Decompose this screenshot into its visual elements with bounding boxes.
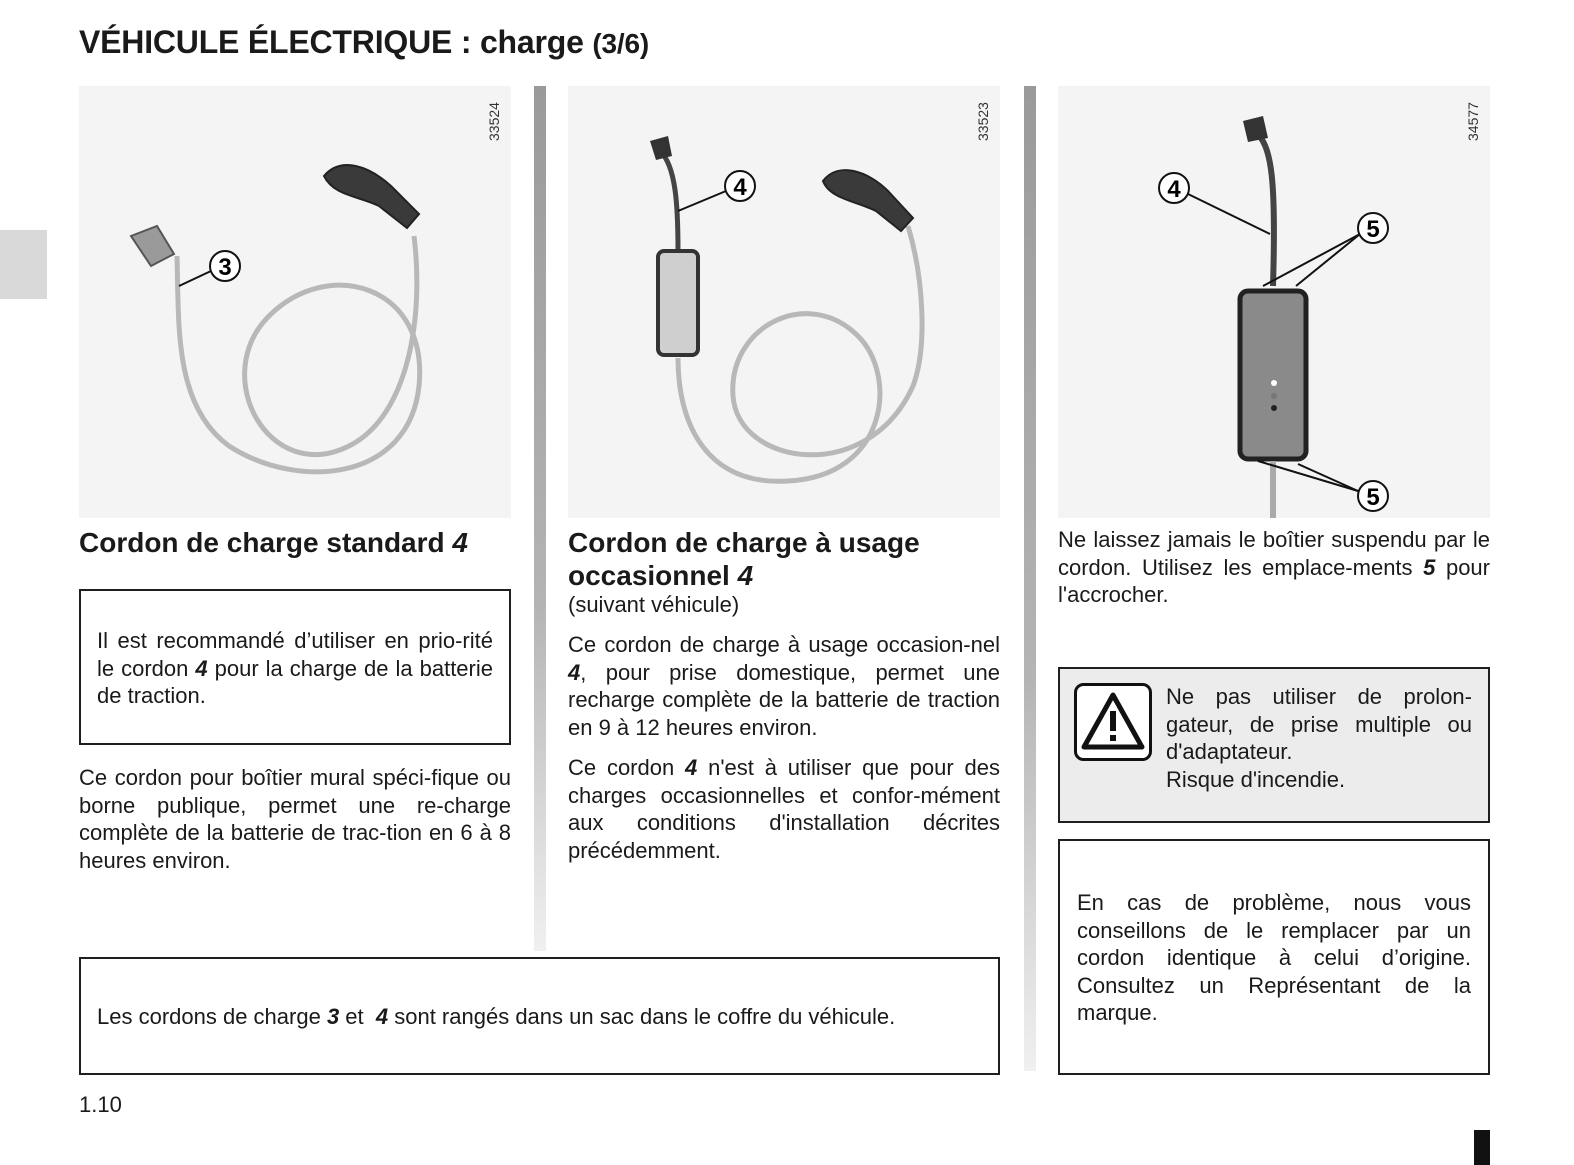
charging-handle <box>823 170 913 231</box>
page-edge-marker <box>1474 1130 1490 1165</box>
callout-leader <box>1188 194 1270 234</box>
figure-ref-number: 33524 <box>486 102 502 141</box>
callout-leader <box>678 191 726 211</box>
page-number: 1.10 <box>79 1092 122 1117</box>
text-run: pour la charge de la batterie de traction. <box>97 655 493 708</box>
status-light <box>1271 405 1277 411</box>
warning-risk: Risque d'incendie. <box>1166 766 1346 792</box>
ref-number: 4 <box>375 1004 389 1029</box>
paragraph-occasional-1 <box>568 631 1000 741</box>
text-run: Ne laissez jamais le boîtier suspendu par le cordon. Utilisez les emplace-ments <box>1058 527 1490 580</box>
plug-left <box>131 226 174 266</box>
page-title-suffix: (3/6) <box>592 28 649 59</box>
text-run: et <box>339 1004 376 1029</box>
warning-text: Ne pas utiliser de prolon-gateur, de prise multiple ou d'adaptateur. <box>1166 684 1472 764</box>
column-divider <box>1024 86 1036 1071</box>
domestic-plug <box>650 136 672 160</box>
control-box <box>658 251 698 355</box>
text-run: Il est recommandé d’utiliser en prio-rité le cordon <box>97 628 493 681</box>
storage-note-box <box>79 957 1000 1075</box>
text-run: Ce cordon de charge à usage occasion-nel <box>568 632 1000 657</box>
figure-ref-number: 34577 <box>1465 102 1481 141</box>
column-divider <box>534 86 546 951</box>
charging-handle <box>324 165 419 228</box>
text-run: sont rangés dans un sac dans le coffre du véhicule. <box>388 1004 896 1029</box>
figure-occasional-cable <box>568 86 1000 518</box>
callout-leader <box>1263 234 1360 286</box>
callout-label: 3 <box>218 254 232 281</box>
heading-text: Cordon de charge standard <box>79 527 445 558</box>
control-box <box>1240 291 1306 459</box>
heading-text: Cordon de charge à usage occasionnel <box>568 527 920 591</box>
cable-top <box>1253 131 1274 286</box>
page-title-text: VÉHICULE ÉLECTRIQUE : charge <box>79 24 584 60</box>
chapter-tab <box>0 230 47 299</box>
heading-subtitle: (suivant véhicule) <box>568 592 740 617</box>
text-run: Les cordons de charge <box>97 1004 327 1029</box>
paragraph-standard-cable: Ce cordon pour boîtier mural spéci-fique ou borne publique, permet une re-charge complète de la batterie de trac-tion en 6 à 8 heures environ. <box>79 765 511 873</box>
figure-standard-cable <box>79 86 511 518</box>
heading-number: 4 <box>737 560 754 591</box>
status-light <box>1271 380 1277 386</box>
warning-text-block <box>1166 683 1472 793</box>
storage-note-text <box>97 1003 982 1031</box>
section-heading-standard <box>79 526 511 559</box>
ref-number: 4 <box>685 755 698 780</box>
cable-top <box>660 151 678 251</box>
cable-loop <box>678 226 922 481</box>
text-run: Ce cordon <box>568 755 686 780</box>
callout-leader <box>1298 464 1358 491</box>
page-title <box>79 24 649 61</box>
ref-number: 4 <box>568 659 581 685</box>
advice-text: En cas de problème, nous vous conseillons de le remplacer par un cordon identique à celui d’origine. Consultez un Représentant de la marque. <box>1077 890 1471 1025</box>
text-run: n'est à utiliser que pour des charges occasionnelles et confor-mément aux conditions d'installation décrites précédemment. <box>568 755 1000 863</box>
warning-triangle-icon <box>1074 683 1152 761</box>
text-run: , pour prise domestique, permet une recharge complète de la batterie de traction en 9 à 12 heures environ. <box>568 659 1000 740</box>
callout-leader <box>179 271 211 286</box>
callout-label: 4 <box>733 174 747 201</box>
figure-control-box <box>1058 86 1490 518</box>
figure-ref-number: 33523 <box>975 102 991 141</box>
callout-leader <box>1296 234 1360 286</box>
paragraph-hanging-advice <box>1058 526 1490 609</box>
callout-label: 4 <box>1167 176 1181 203</box>
info-box-text <box>97 627 493 710</box>
ref-number: 4 <box>195 655 208 681</box>
heading-number: 4 <box>452 527 468 558</box>
ref-number: 3 <box>326 1004 340 1029</box>
callout-label: 5 <box>1366 484 1380 511</box>
section-heading-occasional <box>568 526 1000 618</box>
info-box-recommendation <box>79 589 511 745</box>
domestic-plug <box>1243 116 1268 142</box>
advice-box <box>1058 839 1490 1075</box>
callout-label: 5 <box>1366 216 1380 243</box>
paragraph-occasional-2 <box>568 754 1000 864</box>
status-light <box>1271 393 1277 399</box>
warning-box <box>1058 667 1490 823</box>
text-run: pour l'accrocher. <box>1058 554 1490 607</box>
ref-number: 5 <box>1423 554 1436 580</box>
